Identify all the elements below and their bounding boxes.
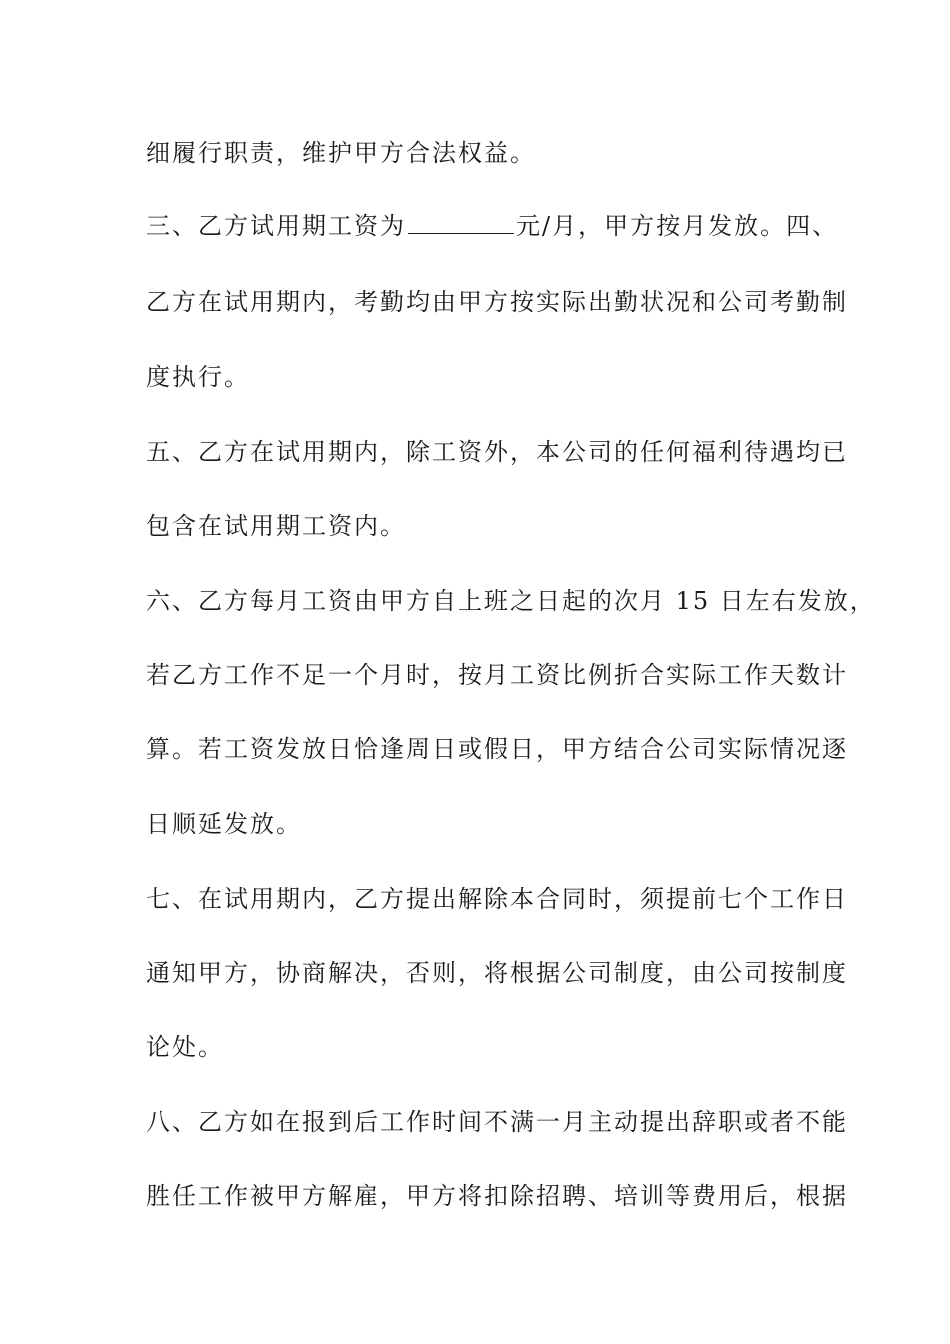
text-line-1 xyxy=(146,133,816,173)
text-segment: 六、乙方每月工资由甲方自上班之日起的次月 15 日左右发放， xyxy=(146,587,876,615)
text-line-4 xyxy=(146,357,816,397)
text-segment: 论处。 xyxy=(146,1033,224,1061)
text-segment: 细履行职责，维护甲方合法权益。 xyxy=(146,139,536,167)
text-line-2 xyxy=(146,206,839,246)
text-segment: 通知甲方，协商解决，否则，将根据公司制度，由公司按制度 xyxy=(146,959,848,987)
text-segment: 八、乙方如在报到后工作时间不满一月主动提出辞职或者不能 xyxy=(146,1108,848,1136)
text-line-11 xyxy=(146,879,848,919)
text-line-13 xyxy=(146,1027,816,1067)
text-line-8 xyxy=(146,655,848,695)
text-segment: 五、乙方在试用期内，除工资外，本公司的任何福利待遇均已 xyxy=(146,438,848,466)
salary-blank-field xyxy=(408,209,514,234)
text-line-12 xyxy=(146,953,848,993)
text-line-14 xyxy=(146,1102,848,1142)
text-segment: 度执行。 xyxy=(146,363,250,391)
text-segment: 乙方在试用期内，考勤均由甲方按实际出勤状况和公司考勤制 xyxy=(146,288,848,316)
text-line-7 xyxy=(146,581,876,621)
text-line-5 xyxy=(146,432,848,472)
text-segment: 包含在试用期工资内。 xyxy=(146,512,406,540)
text-segment: 日顺延发放。 xyxy=(146,810,302,838)
text-line-15 xyxy=(146,1176,848,1216)
text-line-9 xyxy=(146,729,848,769)
text-segment: 三、乙方试用期工资为 xyxy=(146,212,406,240)
text-line-3 xyxy=(146,282,848,322)
text-segment: 胜任工作被甲方解雇，甲方将扣除招聘、培训等费用后，根据 xyxy=(146,1182,848,1210)
text-segment: 算。若工资发放日恰逢周日或假日，甲方结合公司实际情况逐 xyxy=(146,735,848,763)
text-line-6 xyxy=(146,506,816,546)
text-segment: 七、在试用期内，乙方提出解除本合同时，须提前七个工作日 xyxy=(146,885,848,913)
text-line-10 xyxy=(146,804,816,844)
text-segment: 若乙方工作不足一个月时，按月工资比例折合实际工作天数计 xyxy=(146,661,848,689)
text-segment: 元/月，甲方按月发放。四、 xyxy=(516,212,839,240)
